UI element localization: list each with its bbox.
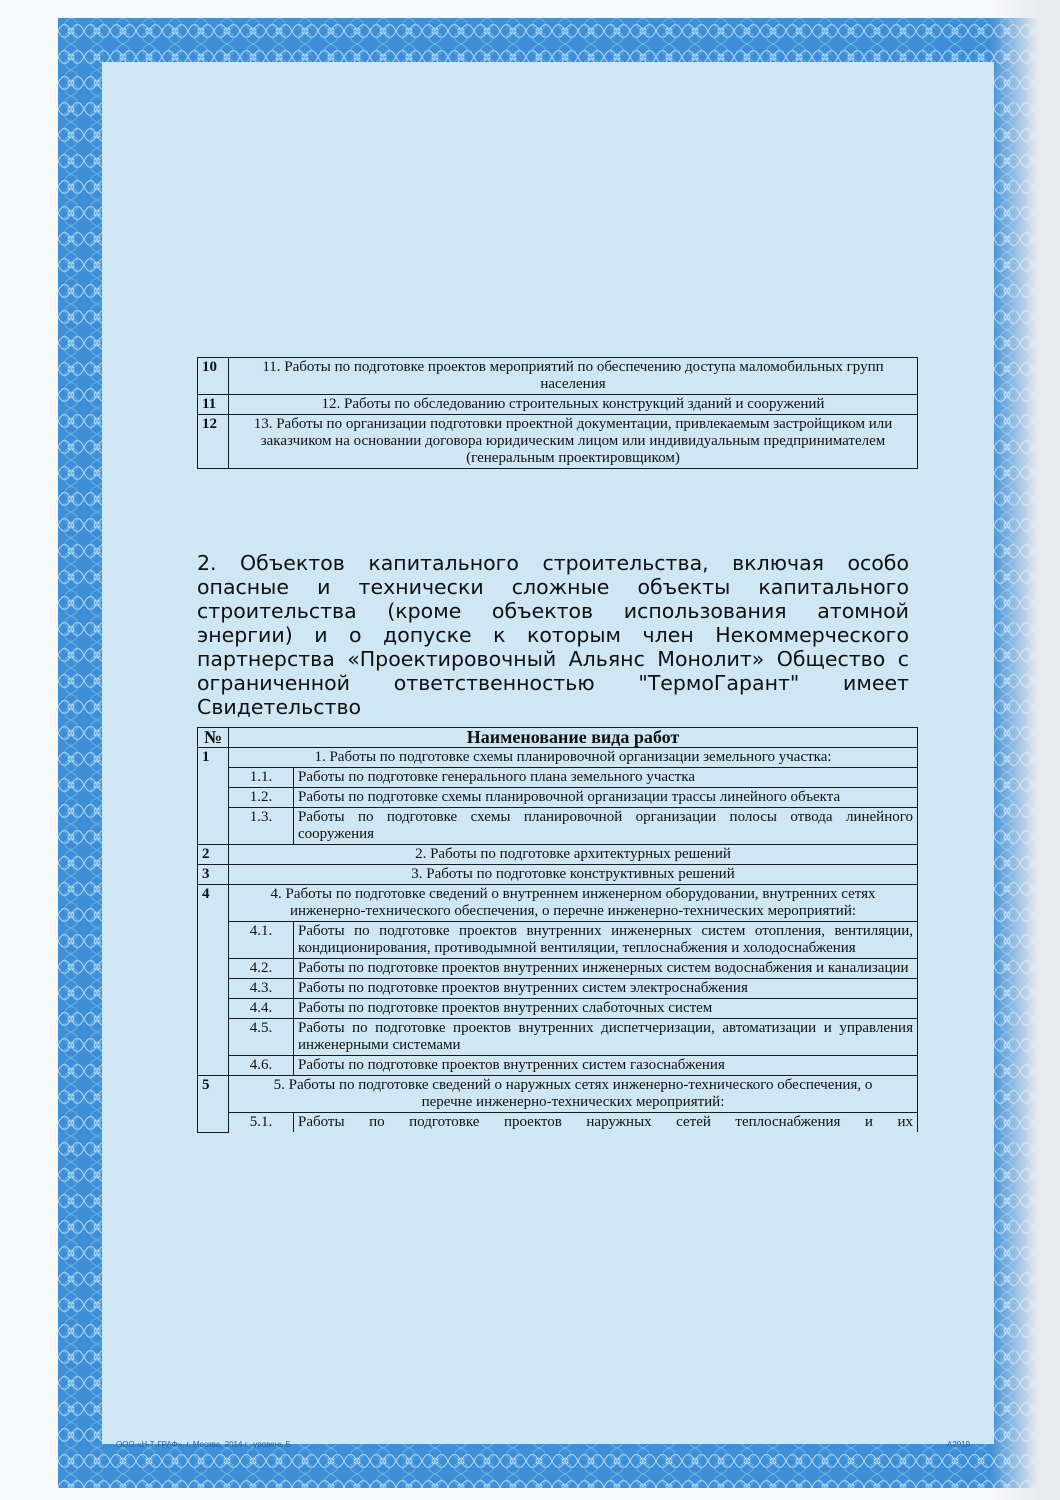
group-title: 1. Работы по подготовке схемы планировочной организации земельного участка:: [229, 748, 918, 768]
table-row: [198, 1056, 918, 1076]
scan-edge: [990, 0, 1060, 1500]
table-row: [198, 788, 918, 808]
item-text: Работы по подготовке генерального плана земельного участка: [294, 768, 918, 788]
item-code: 5.1.: [229, 1113, 294, 1133]
table-row: [198, 808, 918, 845]
table-row: [198, 845, 918, 865]
item-text: Работы по подготовке проектов наружных сетей теплоснабжения и их: [294, 1113, 918, 1133]
row-text: 11. Работы по подготовке проектов мероприятий по обеспечению доступа маломобильных групп населения: [229, 358, 918, 395]
row-number: 3: [198, 865, 229, 885]
table-main: [197, 727, 918, 1133]
table-row: [198, 1113, 918, 1133]
item-text: Работы по подготовке проектов внутренних инженерных систем отопления, вентиляции, кондиционирования, противодымной вентиляции, теплоснабжения и холодоснабжения: [294, 922, 918, 959]
item-code: 1.3.: [229, 808, 294, 845]
group-title: 2. Работы по подготовке архитектурных решений: [229, 845, 918, 865]
item-code: 1.1.: [229, 768, 294, 788]
group-title: 4. Работы по подготовке сведений о внутреннем инженерном оборудовании, внутренних сетях инженерно-технического обеспечения, о перечне инженерно-технических мероприятий:: [229, 885, 918, 922]
item-text: Работы по подготовке схемы планировочной организации трассы линейного объекта: [294, 788, 918, 808]
item-text: Работы по подготовке проектов внутренних систем газоснабжения: [294, 1056, 918, 1076]
form-number: А2919: [947, 1440, 971, 1449]
header-number: №: [198, 728, 229, 748]
item-code: 4.1.: [229, 922, 294, 959]
item-code: 4.3.: [229, 979, 294, 999]
item-text: Работы по подготовке проектов внутренних систем электроснабжения: [294, 979, 918, 999]
item-code: 1.2.: [229, 788, 294, 808]
row-number: 1: [198, 748, 229, 845]
row-number: 4: [198, 885, 229, 1076]
table-row: [198, 922, 918, 959]
table-row: [198, 999, 918, 1019]
row-number: 12: [198, 415, 229, 469]
row-text: 12. Работы по обследованию строительных конструкций зданий и сооружений: [229, 395, 918, 415]
table-row: [198, 959, 918, 979]
header-title: Наименование вида работ: [229, 728, 918, 748]
table-header: [198, 728, 918, 748]
item-code: 4.6.: [229, 1056, 294, 1076]
row-number: 10: [198, 358, 229, 395]
item-text: Работы по подготовке проектов внутренних слаботочных систем: [294, 999, 918, 1019]
table-row: [198, 865, 918, 885]
table-row: [198, 979, 918, 999]
item-code: 4.2.: [229, 959, 294, 979]
row-number: 5: [198, 1076, 229, 1133]
printer-imprint: ООО «Н-Т-ГРАФ», г. Москва, 2014 г., уровень Б: [116, 1440, 291, 1449]
table-row: [198, 415, 918, 469]
table-row: [198, 768, 918, 788]
table-row: [198, 1019, 918, 1056]
row-number: 2: [198, 845, 229, 865]
table-row: [198, 358, 918, 395]
item-text: Работы по подготовке проектов внутренних диспетчеризации, автоматизации и управления инженерными системами: [294, 1019, 918, 1056]
item-text: Работы по подготовке схемы планировочной организации полосы отвода линейного сооружения: [294, 808, 918, 845]
table-row: [198, 748, 918, 768]
row-text: 13. Работы по организации подготовки проектной документации, привлекаемым застройщиком или заказчиком на основании договора юридическим лицом или индивидуальным предпринимателем (генеральным проектировщиком): [229, 415, 918, 469]
row-number: 11: [198, 395, 229, 415]
item-text: Работы по подготовке проектов внутренних инженерных систем водоснабжения и канализации: [294, 959, 918, 979]
item-code: 4.4.: [229, 999, 294, 1019]
item-code: 4.5.: [229, 1019, 294, 1056]
group-title: 5. Работы по подготовке сведений о наружных сетях инженерно-технического обеспечения, о перечне инженерно-технических мероприятий:: [229, 1076, 918, 1113]
table-row: [198, 885, 918, 922]
table-row: [198, 395, 918, 415]
group-title: 3. Работы по подготовке конструктивных решений: [229, 865, 918, 885]
table-top: [197, 357, 918, 469]
table-row: [198, 1076, 918, 1113]
section-paragraph: 2. Объектов капитального строительства, включая особо опасные и технически сложные объекты капитального строительства (кроме объектов использования атомной энергии) и о допуске к которым член Некоммерческого партнерства «Проектировочный Альянс Монолит» Общество с ограниченной ответственностью "ТермоГарант" имеет Свидетельство: [197, 551, 909, 719]
